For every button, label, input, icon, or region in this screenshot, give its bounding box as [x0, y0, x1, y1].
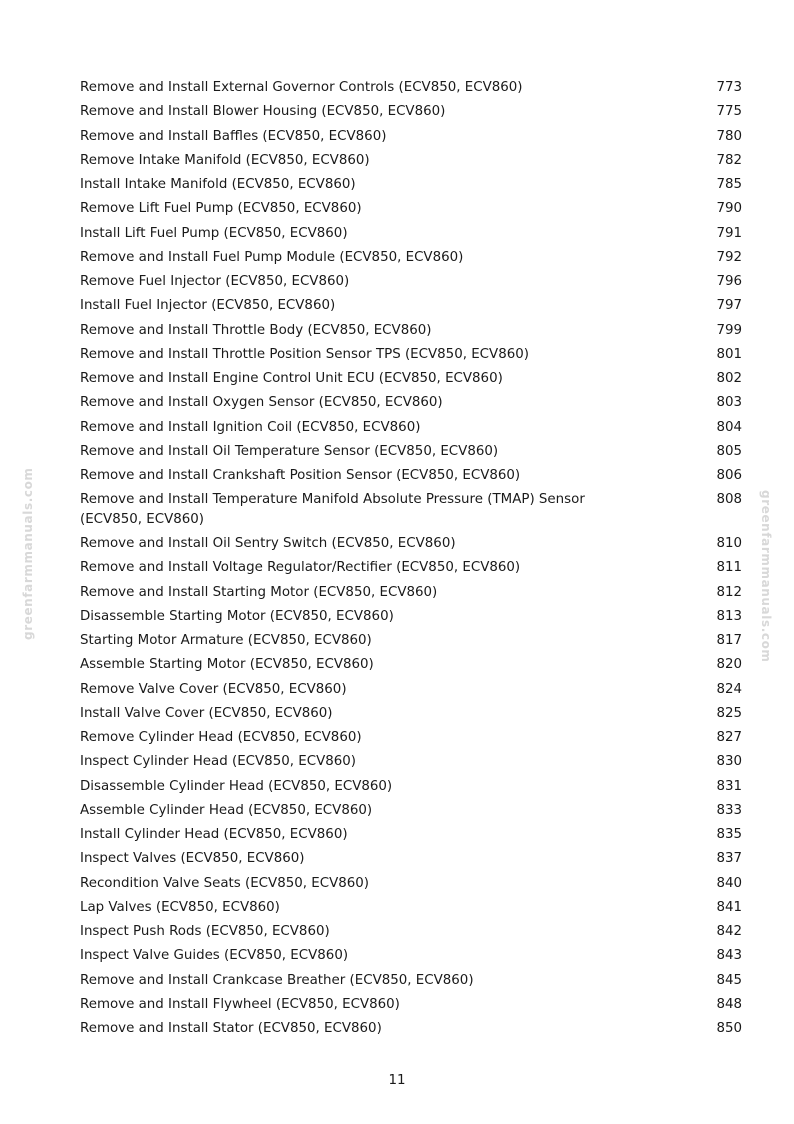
- toc-entry[interactable]: [80, 224, 742, 244]
- toc-entry-title: Inspect Push Rods (ECV850, ECV860): [80, 924, 330, 939]
- toc-entry-title: Inspect Cylinder Head (ECV850, ECV860): [80, 754, 357, 770]
- toc-entry[interactable]: [80, 151, 742, 171]
- toc-entry[interactable]: [80, 752, 742, 772]
- toc-entry[interactable]: [80, 971, 742, 991]
- toc-entry[interactable]: [80, 874, 742, 894]
- toc-entry-page: 808: [716, 492, 742, 508]
- toc-entry-page: 850: [716, 1021, 742, 1036]
- toc-entry-title: Remove and Install Crankshaft Position Sensor (ECV850, ECV860): [80, 468, 521, 483]
- toc-entry-page: 792: [716, 249, 742, 265]
- toc-entry-title: Install Cylinder Head (ECV850, ECV860): [80, 827, 348, 842]
- toc-entry-page: 820: [716, 657, 742, 673]
- toc-entry-title: Inspect Valve Guides (ECV850, ECV860): [80, 948, 349, 964]
- toc-entry[interactable]: [80, 248, 742, 268]
- watermark-right: greenfarmmanuals.com: [759, 490, 773, 663]
- toc-entry[interactable]: [80, 655, 742, 675]
- toc-entry-page: 775: [716, 104, 742, 120]
- toc-entry-title: Install Fuel Injector (ECV850, ECV860): [80, 298, 336, 314]
- toc-entry-title: Remove and Install Flywheel (ECV850, ECV860): [80, 996, 400, 1012]
- toc-entry[interactable]: [80, 369, 742, 389]
- toc-entry-title: Remove Fuel Injector (ECV850, ECV860): [80, 274, 350, 289]
- toc-entry[interactable]: [80, 680, 742, 700]
- toc-entry[interactable]: [80, 466, 742, 486]
- toc-entry[interactable]: [80, 490, 742, 529]
- toc-entry-title: Lap Valves (ECV850, ECV860): [80, 899, 280, 915]
- toc-entry-page: 785: [716, 177, 742, 192]
- toc-entry-title: Inspect Valves (ECV850, ECV860): [80, 851, 305, 867]
- toc-entry-title: Remove and Install Throttle Body (ECV850, ECV860): [80, 322, 432, 338]
- toc-entry-title: Remove and Install External Governor Controls (ECV850, ECV860): [80, 80, 523, 95]
- toc-entry-title: Recondition Valve Seats (ECV850, ECV860): [80, 875, 370, 891]
- toc-entry-title: Remove Cylinder Head (ECV850, ECV860): [80, 730, 362, 745]
- toc-entry-page: 802: [716, 371, 742, 386]
- toc-entry[interactable]: [80, 704, 742, 724]
- toc-entry[interactable]: [80, 801, 742, 821]
- toc-entry-page: 848: [716, 996, 742, 1012]
- toc-entry-page: 791: [716, 225, 742, 241]
- toc-entry-page: 803: [716, 395, 742, 411]
- toc-entry[interactable]: [80, 418, 742, 438]
- toc-entry-page: 825: [716, 705, 742, 721]
- toc-entry[interactable]: [80, 393, 742, 413]
- toc-entry[interactable]: [80, 296, 742, 316]
- toc-entry-page: 841: [716, 899, 742, 915]
- toc-entry[interactable]: [80, 898, 742, 918]
- toc-entry[interactable]: [80, 534, 742, 554]
- toc-entry[interactable]: [80, 102, 742, 122]
- toc-entry[interactable]: [80, 777, 742, 797]
- toc-entry[interactable]: [80, 583, 742, 603]
- toc-entry-title: Disassemble Starting Motor (ECV850, ECV860): [80, 608, 394, 624]
- toc-entry[interactable]: [80, 558, 742, 578]
- toc-entry-title: Remove and Install Blower Housing (ECV850, ECV860): [80, 104, 446, 120]
- toc-entry[interactable]: [80, 199, 742, 219]
- watermark-left: greenfarmmanuals.com: [21, 467, 35, 640]
- toc-entry-title: Remove Intake Manifold (ECV850, ECV860): [80, 152, 370, 168]
- toc-entry-page: 827: [716, 730, 742, 745]
- toc-entry-title: Assemble Starting Motor (ECV850, ECV860): [80, 657, 374, 673]
- toc-entry[interactable]: [80, 849, 742, 869]
- toc-entry[interactable]: [80, 78, 742, 98]
- toc-entry-title: Remove and Install Oil Sentry Switch (ECV850, ECV860): [80, 536, 456, 551]
- toc-entry-page: 843: [716, 948, 742, 964]
- toc-entry-title: Install Intake Manifold (ECV850, ECV860): [80, 177, 356, 192]
- toc-entry[interactable]: [80, 175, 742, 195]
- toc-entry[interactable]: [80, 995, 742, 1015]
- toc-entry-page: 804: [716, 419, 742, 435]
- toc-entry-title: Remove and Install Oil Temperature Sensor (ECV850, ECV860): [80, 443, 499, 459]
- toc-entry[interactable]: [80, 631, 742, 651]
- toc-entry-page: 817: [716, 633, 742, 648]
- toc-entry-page: 842: [716, 924, 742, 939]
- toc-entry-page: 833: [716, 802, 742, 818]
- toc-entry[interactable]: [80, 922, 742, 942]
- toc-entry[interactable]: [80, 607, 742, 627]
- toc-entry-title: Disassemble Cylinder Head (ECV850, ECV860): [80, 778, 393, 794]
- toc-entry-page: 773: [716, 80, 742, 95]
- toc-entry-title: Remove and Install Throttle Position Sensor TPS (ECV850, ECV860): [80, 346, 529, 362]
- toc-entry-title: Remove and Install Fuel Pump Module (ECV850, ECV860): [80, 249, 464, 265]
- toc-entry-page: 782: [716, 152, 742, 168]
- toc-entry-page: 845: [716, 972, 742, 988]
- toc-entry[interactable]: [80, 946, 742, 966]
- toc-entry-page: 813: [716, 608, 742, 624]
- toc-entry-title: Install Lift Fuel Pump (ECV850, ECV860): [80, 225, 348, 241]
- toc-entry[interactable]: [80, 825, 742, 845]
- toc-entry-title: Assemble Cylinder Head (ECV850, ECV860): [80, 802, 373, 818]
- toc-entry-page: 797: [716, 298, 742, 314]
- toc-entry-page: 801: [716, 346, 742, 362]
- toc-entry-page: 810: [716, 536, 742, 551]
- toc-entry-title: Remove and Install Voltage Regulator/Rectifier (ECV850, ECV860): [80, 560, 521, 576]
- table-of-contents: [80, 78, 742, 1043]
- toc-entry-title: Remove and Install Crankcase Breather (ECV850, ECV860): [80, 972, 474, 988]
- toc-entry[interactable]: [80, 1019, 742, 1039]
- toc-entry-page: 835: [716, 827, 742, 842]
- toc-entry[interactable]: [80, 272, 742, 292]
- toc-entry-page: 780: [716, 128, 742, 144]
- toc-entry-title: Remove and Install Starting Motor (ECV850, ECV860): [80, 584, 438, 600]
- toc-entry-title: Remove and Install Temperature Manifold Absolute Pressure (TMAP) Sensor (ECV850, ECV860): [80, 492, 585, 527]
- toc-entry-page: 805: [716, 443, 742, 459]
- toc-entry-page: 824: [716, 681, 742, 697]
- toc-entry-title: Remove and Install Baffles (ECV850, ECV860): [80, 128, 387, 144]
- toc-entry-page: 811: [716, 560, 742, 576]
- toc-entry-title: Remove and Install Ignition Coil (ECV850, ECV860): [80, 419, 421, 435]
- toc-entry[interactable]: [80, 127, 742, 147]
- toc-entry-page: 812: [716, 584, 742, 600]
- toc-entry-title: Remove and Install Oxygen Sensor (ECV850, ECV860): [80, 395, 443, 411]
- toc-entry-title: Remove Lift Fuel Pump (ECV850, ECV860): [80, 201, 362, 217]
- toc-entry-page: 796: [716, 274, 742, 289]
- toc-entry[interactable]: [80, 728, 742, 748]
- toc-entry-page: 830: [716, 754, 742, 770]
- page-number: 11: [388, 1073, 406, 1088]
- toc-entry[interactable]: [80, 442, 742, 462]
- toc-entry-page: 799: [716, 322, 742, 338]
- toc-entry-page: 806: [716, 468, 742, 483]
- toc-entry-title: Remove Valve Cover (ECV850, ECV860): [80, 681, 347, 697]
- toc-entry-title: Starting Motor Armature (ECV850, ECV860): [80, 633, 372, 648]
- toc-entry-title: Remove and Install Engine Control Unit ECU (ECV850, ECV860): [80, 371, 503, 386]
- toc-entry-page: 840: [716, 875, 742, 891]
- toc-entry-page: 790: [716, 201, 742, 217]
- toc-entry-page: 831: [716, 778, 742, 794]
- toc-entry-title: Remove and Install Stator (ECV850, ECV860): [80, 1021, 382, 1036]
- toc-entry-page: 837: [716, 851, 742, 867]
- toc-entry[interactable]: [80, 321, 742, 341]
- toc-entry-title: Install Valve Cover (ECV850, ECV860): [80, 705, 333, 721]
- toc-entry[interactable]: [80, 345, 742, 365]
